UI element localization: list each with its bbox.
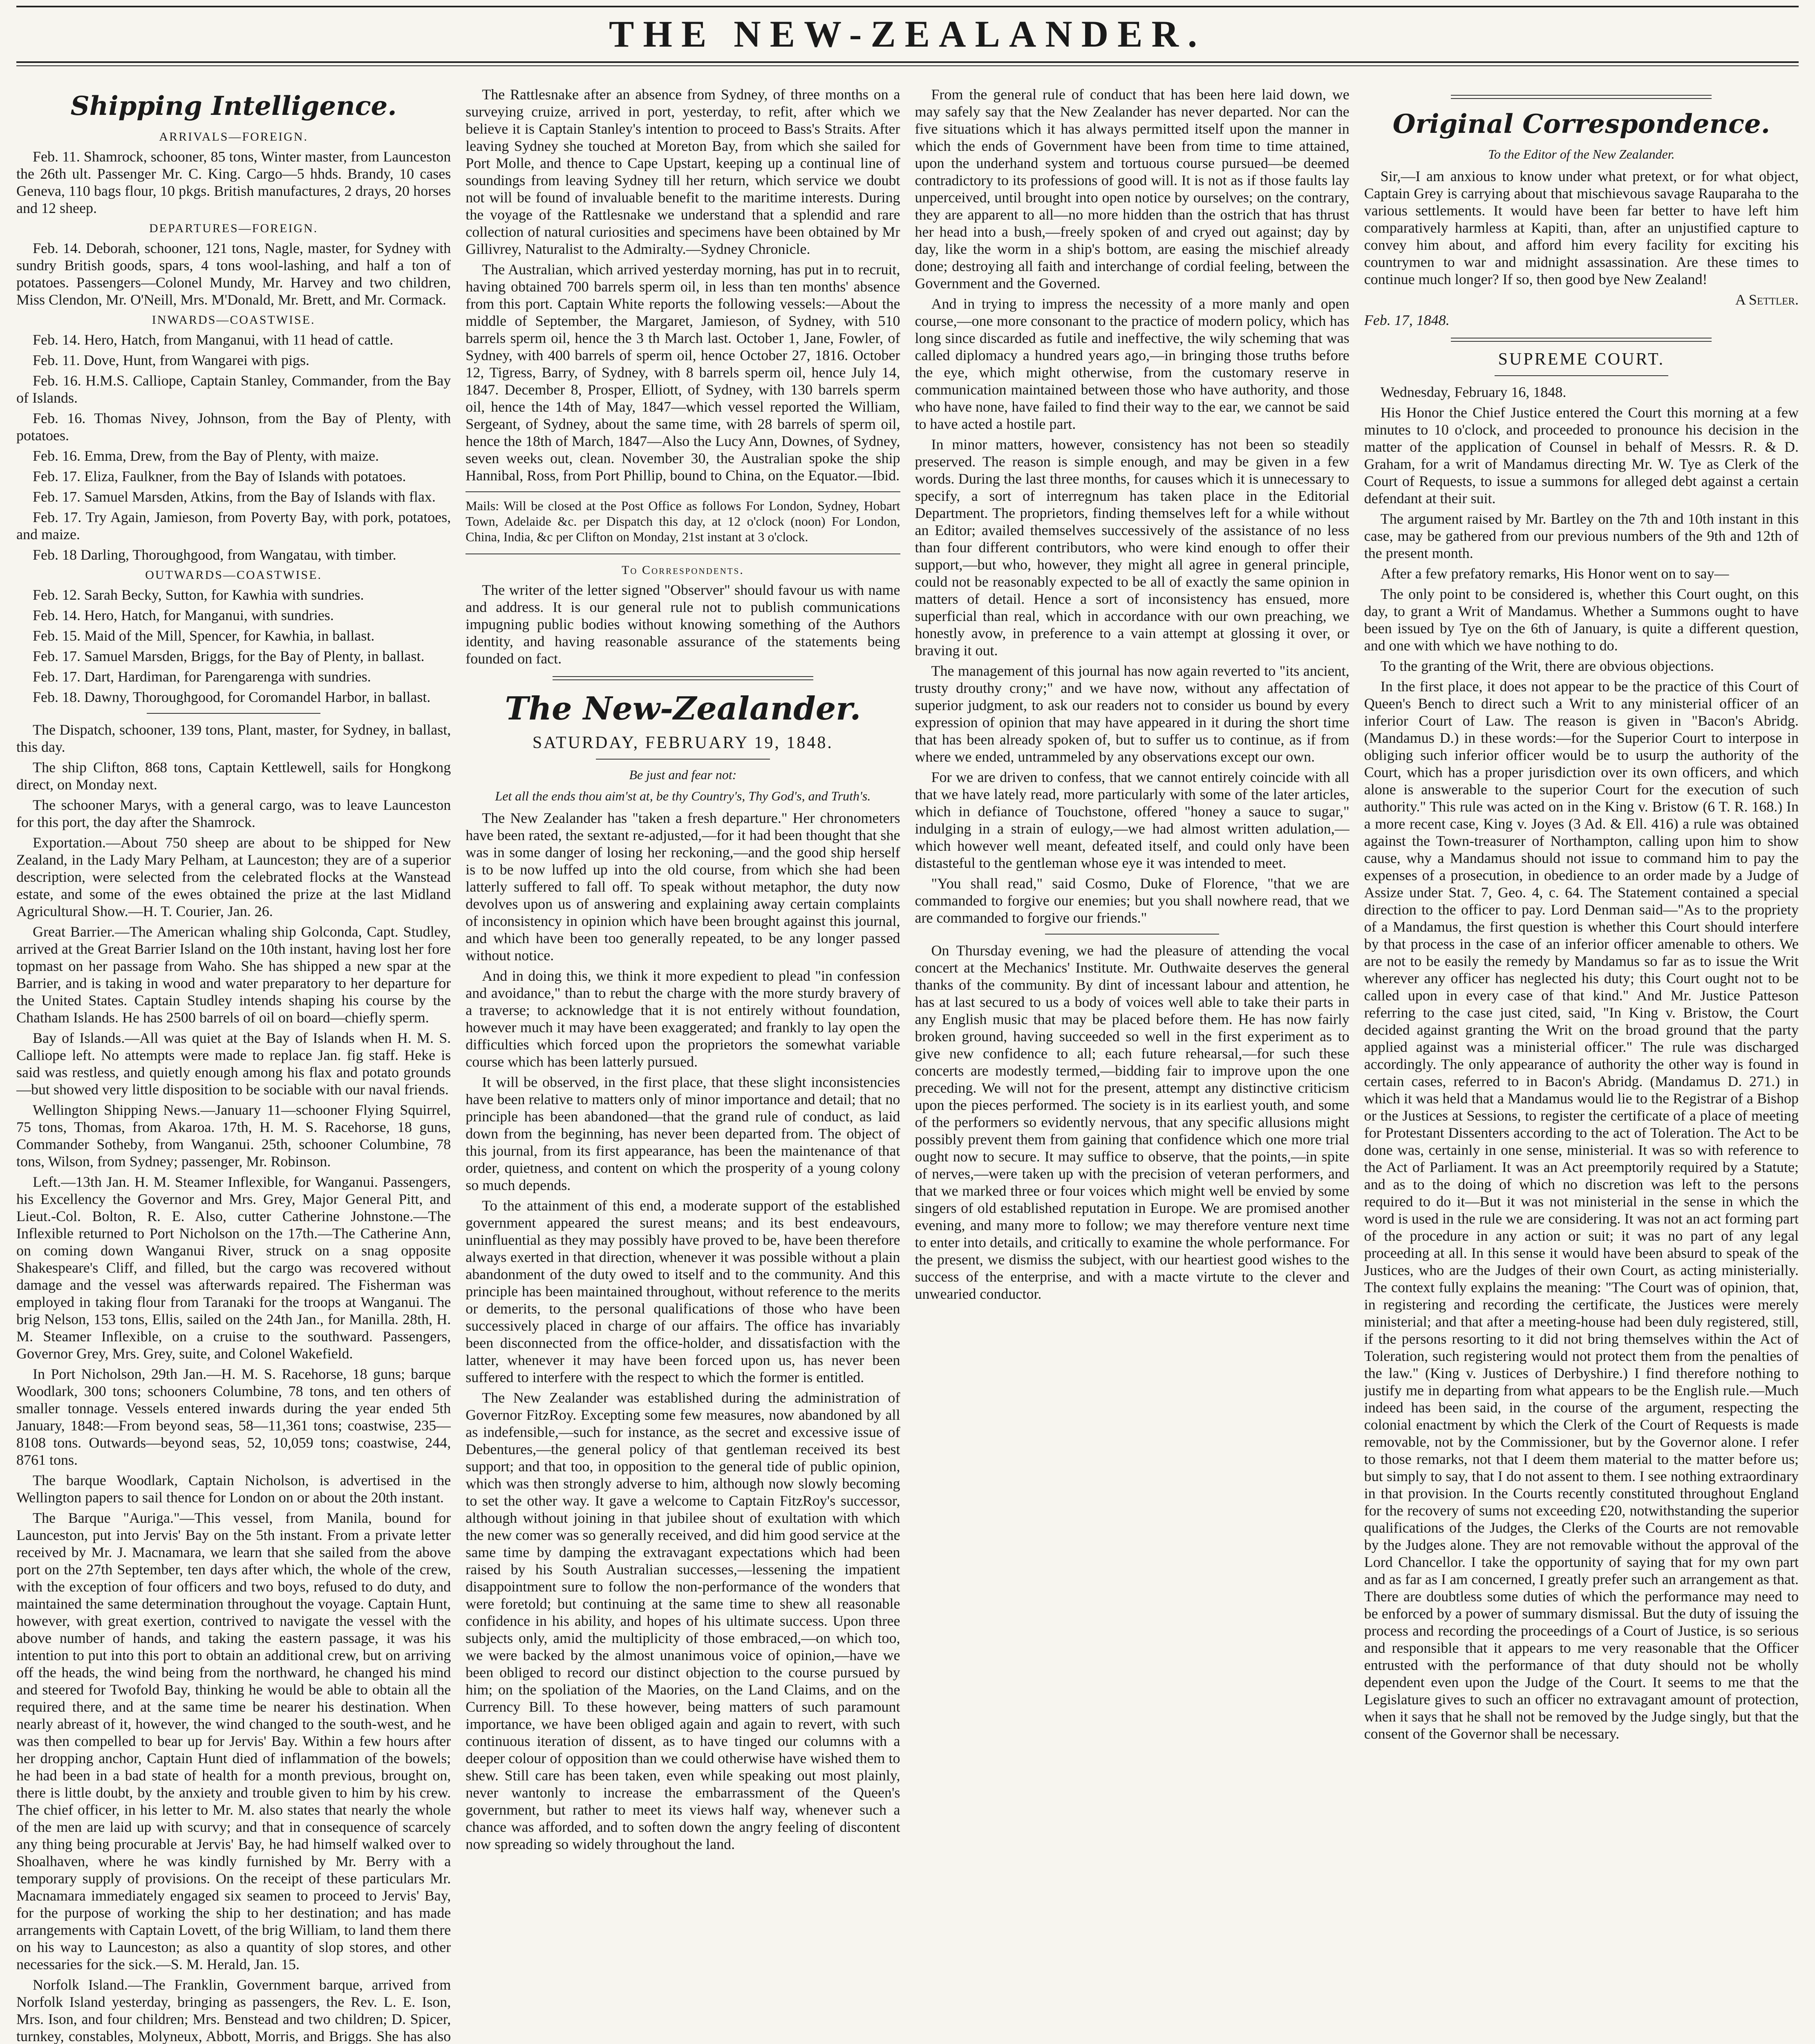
divider <box>147 713 320 714</box>
editorial-paragraph: It will be observed, in the first place, that these slight inconsistencies have been relative to matters only of minor importance and detail; that no principle has been abandoned—that the grand rule of conduct, as laid down from the beginning, has never been departed from. The object of this journal, from its first appearance, has been the maintenance of that order, quietness, and content on which the prosperity of a young colony so much depends. <box>465 1074 900 1193</box>
editorial-paragraph: And in trying to impress the necessity of a more manly and open course,—one more consonant to the practice of modern policy, which has long since discarded as futile and ineffective, the wily scheming that was called diplomacy a hundred years ago,—in bringing those truths before the eye, which might otherwise, from the customary reserve in communication maintained between those who have authority, and those who have none, have failed to find their way to the ear, we cannot be said to have acted a hostile part. <box>915 296 1350 432</box>
correspondence-date: Feb. 17, 1848. <box>1364 312 1450 328</box>
divider <box>1045 934 1219 935</box>
shipping-paragraph: The Rattlesnake after an absence from Sydney, of three months on a surveying cruize, arrived in port, yesterday, to refit, after which we believe it is Captain Stanley's intention to proceed to Bass's Straits. After leaving Sydney she touched at Moreton Bay, from which she sailed for Port Molle, and thence to Cape Upstart, keeping up a continual line of soundings from leaving Sydney till her return, which service we doubt not will be found of invaluable benefit to the maritime interests. During the voyage of the Rattlesnake we understand that a splendid and rare collection of natural curiosities and specimens have been obtained by Mr Gillivrey, Naturalist to the Admiralty.—Sydney Chronicle. <box>465 86 900 257</box>
shipping-paragraph: The barque Woodlark, Captain Nicholson, is advertised in the Wellington papers to sail thence for London on or about the 20th instant. <box>16 1472 451 1506</box>
masthead <box>0 0 1815 78</box>
divider <box>596 759 770 760</box>
correspondence-signature: A Settler. <box>1735 291 1799 308</box>
editorial-paragraph: To the attainment of this end, a moderate support of the established government appeared the surest means; and its best endeavours, uninfluential as they may possibly have proved to be, have been therefore always exerted in that direction, whenever it was possible without a plain abandonment of the duty owed to itself and to the community. And this principle has been maintained throughout, without reference to the merits or demerits, to the personal qualifications of those who have been successively placed in charge of our affairs. The office has invariably been disconnected from the office-holder, and dissatisfaction with the latter, whenever it may have been forced upon us, has never been suffered to interfere with the respect to which the former is entitled. <box>465 1197 900 1385</box>
motto-line-2: Let all the ends thou aim'st at, be thy Country's, Thy God's, and Truth's. <box>495 789 871 803</box>
shipping-entry: Feb. 17. Eliza, Faulkner, from the Bay of Islands with potatoes. <box>33 468 406 484</box>
top-rule <box>16 6 1799 7</box>
page-columns <box>16 86 1799 2044</box>
shipping-heading: Shipping Intelligence. <box>70 91 397 121</box>
divider <box>1495 375 1668 376</box>
editorial-paragraph: From the general rule of conduct that has been here laid down, we may safely say that the New Zealander has never departed. Nor can the five situations which it has always permitted itself upon the manner in which the ends of Government have been from time to time attained, upon the underhand system and tortuous course pursued—be deemed contradictory to its professions of good will. It is not as if those faults lay unperceived, until brought into open notice by ourselves; on the contrary, they are apparent to all—no more hidden than the ostrich that has thrust her head into a bush,—freely spoken of and cryed out against; day by day, like the worm in a ship's bottom, are easing the mischief already done; destroying all faith and interchange of cordial feeling, between the Government and the Governed. <box>915 86 1350 291</box>
shipping-entry: Feb. 16. H.M.S. Calliope, Captain Stanley, Commander, from the Bay of Islands. <box>16 372 451 406</box>
shipping-entry: Feb. 17. Samuel Marsden, Briggs, for the Bay of Plenty, in ballast. <box>33 648 425 664</box>
shipping-paragraph: Left.—13th Jan. H. M. Steamer Inflexible, for Wanganui. Passengers, his Excellency the Governor and Mrs. Grey, Major General Pitt, and Lieut.-Col. Bolton, R. E. Also, cutter Catherine Johnstone.—The Inflexible returned to Port Nicholson on the 17th.—The Catherine Ann, on coming down Wanganui River, struck on a snag opposite Shakespeare's Cliff, and filled, but the cargo was recovered without damage and the vessel was afterwards repaired. The Fisherman was employed in taking flour from Taranaki for the troops at Wanganui. The brig Nelson, 153 tons, Ellis, sailed on the 24th Jan., for Manilla. 28th, H. M. Steamer Inflexible, on a cruise to the southward. Passengers, Governor Grey, Mrs. Grey, suite, and Colonel Wakefield. <box>16 1174 451 1362</box>
shipping-entry: Feb. 17. Try Again, Jamieson, from Poverty Bay, with pork, potatoes, and maize. <box>16 509 451 542</box>
motto-line-1: Be just and fear not: <box>629 767 737 782</box>
shipping-entry: Feb. 18. Dawny, Thoroughgood, for Coromandel Harbor, in ballast. <box>33 689 431 705</box>
court-paragraph: The argument raised by Mr. Bartley on the 7th and 10th instant in this case, may be gathered from our previous numbers of the 9th and 12th of the present month. <box>1364 511 1799 561</box>
divider <box>1451 95 1712 99</box>
shipping-paragraph: In Port Nicholson, 29th Jan.—H. M. S. Racehorse, 18 guns; barque Woodlark, 300 tons; schooners Columbine, 78 tons, and ten others of smaller tonnage. Vessels entered inwards during the year ended 5th January, 1848:—From beyond seas, 58—11,361 tons; coastwise, 235—8108 tons. Outwards—beyond seas, 52, 10,059 tons; coastwise, 244, 8761 tons. <box>16 1366 451 1468</box>
editorial-paragraph: The New Zealander was established during the administration of Governor FitzRoy. Excepting some few measures, now abandoned by all as indefensible,—such for instance, as the secret and excessive issue of Debentures,—the general policy of that gentleman received its best support; and that too, in opposition to the general tide of public opinion, which was then strongly adverse to him, although now slowly becoming to set the other way. It gave a welcome to Captain FitzRoy's successor, although without joining in that jubilee shout of exultation with which the new comer was so generally received, and did him good service at the same time by damping the extravagant expectations which had been raised by his South Australian successes,—lessening the impatient disappointment sure to follow the non-performance of the wonders that were foretold; but continuing at the same time to shew all reasonable confidence in his ability, and hopes of his ultimate success. Upon three subjects only, amid the multiplicity of those embraced,—on which too, we were backed by the almost unanimous voice of opinion,—have we been obliged to record our distinct objection to the course pursued by him; on the spoliation of the Maories, on the Land Claims, and on the Currency Bill. To these however, being matters of such paramount importance, we have been obliged again and again to revert, with such continuous iteration of dissent, as to have tinged our columns with a deeper colour of opposition than we could otherwise have wished them to shew. Still care has been taken, even while speaking out most plainly, never wantonly to increase the embarrassment of the Queen's government, but rather to meet its views half way, whenever such a chance was afforded, and to soften down the angry feeling of discontent now spreading so widely throughout the land. <box>465 1390 900 1852</box>
column-3 <box>915 86 1350 2044</box>
editorial-paragraph: And in doing this, we think it more expedient to plead "in confession and avoidance," than to rebut the charge with the more sturdy bravery of a traverse; to acknowledge that it is not entirely without foundation, however much it may have been exaggerated; and frankly to lay open the difficulties which forced upon the proprietors the somewhat variable course which has been latterly pursued. <box>465 968 900 1070</box>
editorial-paragraph: "You shall read," said Cosmo, Duke of Florence, "that we are commanded to forgive our enemies; but you shall nowhere read, that we are commanded to forgive our friends." <box>915 875 1350 926</box>
editorial-paragraph: The New Zealander has "taken a fresh departure." Her chronometers have been rated, the sextant re-adjusted,—for it had been thought that she was in some danger of losing her reckoning,—and the good ship herself is to be now luffed up into the old course, from which she had been latterly suffered to fall off. To speak without metaphor, the duty now devolves upon us of answering and explaining away certain complaints of inconsistency in opinion which have been brought against this journal, and which have been too generally repeated, to be any longer passed without notice. <box>465 810 900 964</box>
shipping-paragraph: The ship Clifton, 868 tons, Captain Kettlewell, sails for Hongkong direct, on Monday next. <box>16 759 451 793</box>
correspondence-heading: Original Correspondence. <box>1392 109 1770 139</box>
shipping-entry: Feb. 17. Dart, Hardiman, for Parengarenga with sundries. <box>33 668 371 685</box>
editorial-nameplate: The New-Zealander. <box>505 690 861 727</box>
column-2 <box>465 86 900 2044</box>
shipping-entry: Feb. 12. Sarah Becky, Sutton, for Kawhia with sundries. <box>33 587 364 603</box>
shipping-paragraph: The Barque "Auriga."—This vessel, from Manila, bound for Launceston, put into Jervis' Bay on the 5th instant. From a private letter received by Mr. J. Macnamara, we learn that she sailed from the above port on the 27th September, ten days after which, the whole of the crew, with the exception of four officers and two boys, refused to do duty, and maintained the same determination throughout the voyage. Captain Hunt, however, with great exertion, contrived to navigate the vessel with the above number of hands, and taking the eastern passage, it was his intention to put into this port to obtain an additional crew, but on arriving off the heads, the wind being from the northward, he changed his mind and steered for Twofold Bay, thinking he would be able to obtain all the required there, and at the same time be nearer his destination. When nearly abreast of it, however, the wind changed to the south-west, and he was then compelled to bear up for Jervis' Bay. Within a few hours after her dropping anchor, Captain Hunt died of inflammation of the bowels; he had been in a bad state of health for a month previous, brought on, there is little doubt, by the anxiety and trouble given to him by his crew. The chief officer, in his letter to Mr. M. also states that nearly the whole of the men are laid up with scurvy; and that in consequence of scarcely any thing being procurable at Jervis' Bay, he had himself walked over to Shoalhaven, where he was kindly furnished by Mr. Berry with a temporary supply of provisions. On the receipt of these particulars Mr. Macnamara immediately engaged six seamen to proceed to Jervis' Bay, for the purpose of working the ship to her destination; and has made arrangements with Captain Lovett, of the brig William, to land them there on his way to Launceston; as also a quantity of slop stores, and other necessaries for the sick.—S. M. Herald, Jan. 15. <box>16 1510 451 1972</box>
court-paragraph: In the first place, it does not appear to be the practice of this Court of Queen's Bench to direct such a Writ to any ministerial officer of an inferior Court of Law. The reason is given in "Bacon's Abridg. (Mandamus D.) in these words:—for the Superior Court to interpose in obliging such inferior officer would be to usurp the authority of the Court, which has a proper jurisdiction over its own officers, and which alone is answerable to the superior Court for the execution of such authority." This rule was acted on in the King v. Bristow (6 T. R. 168.) In a more recent case, King v. Joyes (3 Ad. & Ell. 416) a rule was obtained against the Town-treasurer of Northampton, calling upon him to show cause, why a Mandamus should not issue to command him to pay the expenses of a prosecution, in obedience to an order made by a Judge of Assize under Stat. 7, Geo. 4, c. 64. The Statement contained a special direction to the officer to pay. Lord Denman said—"As to the propriety of a Mandamus, the first question is whether this Court should interfere by that process in the case of an inferior officer amenable to others. We are not to be easily the remedy by Mandamus so far as to issue the Writ wherever any officer has neglected his duty; this Court ought not to be called upon in every case of that kind." And Mr. Justice Patteson referring to the case just cited, said, "In King v. Bristow, the Court decided against granting the Writ on the broad ground that the party applied against was a ministerial officer." The rule was discharged accordingly. The only appearance of authority the other way is found in certain cases, referred to in Bacon's Abridg. (Mandamus D. 271.) in which it was held that a Mandamus would lie to the Registrar of a Bishop or the Justices at Sessions, to register the certificate of a place of meeting for Protestant Dissenters according to the act of Toleration. The Act to be done was, certainly in one sense, ministerial. It was so with reference to the Act of Parliament. It was an Act preemptorily required by a Statute; and as to the doing of which no discretion was left to the persons required to do it—But it was not ministerial in the sense in which the word is used in the rule we are considering. It was not an act forming part of the procedure in any action or suit; it was no part of any legal proceeding at all. In this sense it would have been absurd to speak of the Justices, who are the Judges of their own Court, as acting ministerially. The context fully explains the meaning: "The Court was of opinion, that, in registering and recording the certificate, the Justices were merely ministerial; and that after a meeting-house had been duly registered, still, if the persons resorting to it did not bring themselves within the Act of Toleration, such registering would not protect them from the penalties of the law." (King v. Justices of Derbyshire.) I find therefore nothing to justify me in departing from what appears to be the English rule.—Much indeed has been said, in the course of the argument, respecting the colonial enactment by which the Clerk of the Court of Requests is made removable, not by the Commissioner, but by the Governor alone. I refer to those remarks, not that I deem them material to the matter before us; but simply to say, that I do not assent to them. I see nothing extraordinary in that provision. In the Courts recently constituted throughout England for the recovery of sums not exceeding £20, notwithstanding the superior qualifications of the Judges, the Clerks of the Courts are not removable by the Judges alone. They are not removable without the approval of the Lord Chancellor. I take the opportunity of saying that for my own part and as far as I am concerned, I greatly prefer such an arrangement as that. There are doubtless some duties of which the performance may need to be enforced by a power of summary dismissal. But the duty of issuing the process and recording the proceedings of a Court of Justice, is so serious and responsible that it appears to me very reasonable that the Officer entrusted with the performance of that duty should not be wholly dependent even upon the Judge of the Court. It seems to me that the Legislature gives to such an officer no extravagant amount of protection, when it says that he shall not be removed by the Judge singly, but that the consent of the Governor shall be necessary. <box>1364 678 1799 1742</box>
shipping-paragraph: Norfolk Island.—The Franklin, Government barque, arrived from Norfolk Island yesterday, bringing as passengers, the Rev. L. E. Ison, Mrs. Ison, and four children; Mrs. Benstead and two children; D. Spicer, turnkey, constables, Molyneux, Abbott, Morris, and Briggs. She has also <box>16 1977 451 2044</box>
departures-foreign-label: DEPARTURES—FOREIGN. <box>149 222 318 235</box>
mails-notice <box>465 491 900 554</box>
divider <box>1451 338 1712 342</box>
editorial-date: SATURDAY, FEBRUARY 19, 1848. <box>532 733 833 752</box>
court-heading: SUPREME COURT. <box>1498 350 1665 369</box>
masthead-rule-thin <box>16 65 1799 66</box>
court-dateline: Wednesday, February 16, 1848. <box>1380 384 1567 400</box>
shipping-entry: Feb. 14. Hero, Hatch, for Manganui, with sundries. <box>33 607 334 623</box>
column-4 <box>1364 86 1799 2044</box>
court-paragraph: His Honor the Chief Justice entered the Court this morning at a few minutes to 10 o'clock, and proceeded to pronounce his decision in the matter of the application of Counsel in behalf of Messrs. R. & D. Graham, for a writ of Mandamus directing Mr. W. Tye as Clerk of the Court of Requests, to issue a summons for alleged debt against a certain defendant at their suit. <box>1364 404 1799 507</box>
shipping-entry: Feb. 17. Samuel Marsden, Atkins, from the Bay of Islands with flax. <box>33 489 436 505</box>
correspondence-letter: Sir,—I am anxious to know under what pretext, or for what object, Captain Grey is carrying about that mischievous savage Rauparaha to the various settlements. It would have been far better to have left him comparatively harmless at Kapiti, than, after an unjustified capture to convey him about, and afford him every facility for exciting his countrymen to war and midnight assassination. Are these times to continue much longer? If so, then good bye New Zealand! <box>1364 168 1799 287</box>
shipping-paragraph: Exportation.—About 750 sheep are about to be shipped for New Zealand, in the Lady Mary Pelham, at Launceston; they are of a superior description, were selected from the celebrated flocks at the Wanstead estate, and some of the ewes obtained the prize at the last Midland Agricultural Show.—H. T. Courier, Jan. 26. <box>16 834 451 919</box>
correspondents-label: To Correspondents. <box>621 563 744 577</box>
shipping-entry: Feb. 11. Shamrock, schooner, 85 tons, Winter master, from Launceston the 26th ult. Passenger Mr. C. King. Cargo—5 hhds. Brandy, 10 cases Geneva, 110 bags flour, 10 pkgs. British manufactures, 2 drays, 20 horses and 12 sheep. <box>16 148 451 216</box>
divider <box>553 676 813 680</box>
shipping-paragraph: The Dispatch, schooner, 139 tons, Plant, master, for Sydney, in ballast, this day. <box>16 722 451 755</box>
correspondents-text: The writer of the letter signed "Observer" should favour us with name and address. It is our general rule not to publish communications impugning public bodies without knowing something of the Authors identity, and having reasonable assurance of the statements being founded on fact. <box>465 582 900 667</box>
shipping-entry: Feb. 14. Deborah, schooner, 121 tons, Nagle, master, for Sydney with sundry British goods, spars, 4 tons wool-lashing, and half a ton of potatoes. Passengers—Colonel Mundy, Mr. Harvey and two children, Miss Clendon, Mr. O'Neill, Mrs. M'Donald, Mr. Brett, and Mr. Cormack. <box>16 240 451 308</box>
column-1 <box>16 86 451 2044</box>
shipping-entry: Feb. 14. Hero, Hatch, from Manganui, with 11 head of cattle. <box>33 332 394 348</box>
mails-notice-text: Mails: Will be closed at the Post Office as follows For London, Sydney, Hobart Town, Adelaide &c. per Dispatch this day, at 12 o'clock (noon) For London, China, India, &c per Clifton on Monday, 21st instant at 3 o'clock. <box>465 498 900 544</box>
editorial-paragraph: In minor matters, however, consistency has not been so steadily preserved. The reason is simple enough, and may be given in a few words. During the last three months, for causes which it is unnecessary to specify, a sort of interregnum has taken place in the Editorial Department. The proprietors, finding themselves left for a while without an Editor; availed themselves successively of the assistance of no less than four different contributors, who were kind enough to offer their support,—but who, however, they might all agree in general principle, could not be reasonably expected to be all of exactly the same opinion in matters of detail. Hence a sort of inconsistency has ensued, more superficial than real, which in accordance with our own preaching, we honestly avow, in preference to a vain attempt at glossing it over, or braving it out. <box>915 436 1350 659</box>
editorial-paragraph: For we are driven to confess, that we cannot entirely coincide with all that we have lately read, more particularly with some of the later articles, which in defiance of Touchstone, offered "honey a sauce to sugar," indulging in a strain of eulogy,—we had almost written adulation,—which however well meant, defeated itself, and could only have been distasteful to the gentleman whose eye it was intended to meet. <box>915 769 1350 871</box>
court-paragraph: To the granting of the Writ, there are obvious objections. <box>1380 658 1714 674</box>
inwards-coastwise-label: INWARDS—COASTWISE. <box>152 313 316 327</box>
shipping-entry: Feb. 16. Thomas Nivey, Johnson, from the Bay of Plenty, with potatoes. <box>16 410 451 444</box>
shipping-entry: Feb. 16. Emma, Drew, from the Bay of Plenty, with maize. <box>33 448 379 464</box>
editorial-paragraph: The management of this journal has now again reverted to "its ancient, trusty drouthy crony;" and we have now, without any affectation of superior judgment, to ask our readers not to consider us bound by every expression of opinion that may have appeared in it during the short time that has been already spoken of, but to suffer us to continue, as if from where we ended, untrammeled by any observations except our own. <box>915 663 1350 765</box>
shipping-entry: Feb. 11. Dove, Hunt, from Wangarei with pigs. <box>33 352 310 368</box>
editorial-paragraph: On Thursday evening, we had the pleasure of attending the vocal concert at the Mechanics' Institute. Mr. Outhwaite deserves the general thanks of the community. By dint of incessant labour and attention, he has at last secured to us a body of voices well able to take their parts in any English music that may be placed before them. He has now fairly broken ground, having succeeded so well in the first experiment as to give new confidence to all; each future rehearsal,—for such these concerts are modestly termed,—bidding fair to improve upon the one preceding. We will not for the present, attempt any distinctive criticism upon the pieces performed. The society is in its earliest youth, and some of the performers so evidently nervous, that any specific allusions might possibly prevent them from gaining that confidence which one more trial ought now to secure. It may suffice to observe, that the points,—in spite of nerves,—were taken up with the precision of veteran performers, and that we marked three or four voices which might well be envied by some singers of old established reputation in Europe. We are promised another evening, and many more to follow; we may therefore venture next time to enter into details, and critically to examine the whole performance. For the present, we dismiss the subject, with our heartiest good wishes to the success of the enterprise, and with a macte virtute to the clever and unwearied conductor. <box>915 942 1350 1302</box>
court-paragraph: The only point to be considered is, whether this Court ought, on this day, to grant a Writ of Mandamus. Whether a Summons ought to have been issued by Tye on the 6th of January, is quite a different question, and one with which we have nothing to do. <box>1364 586 1799 654</box>
shipping-paragraph: The Australian, which arrived yesterday morning, has put in to recruit, having obtained 700 barrels sperm oil, in less than ten months' absence from this port. Captain White reports the following vessels:—About the middle of September, the Margaret, Jamieson, of Sydney, with 510 barrels sperm oil, hence the 3 th March last. October 1, Jane, Fowler, of Sydney, with 400 barrels of sperm oil, hence October 27, 1816. October 12, Tigress, Barry, of Sydney, with 8 barrels sperm oil, hence July 14, 1847. December 8, Prosper, Elliott, of Sydney, with 130 barrels sperm oil, hence the 14th of May, 1847—which vessel reported the William, Sergeant, of Sydney, about the same time, with 28 barrels of sperm oil, hence the 18th of March, 1847—Also the Lucy Ann, Downes, of Sydney, seven weeks out, clean. November 30, the Australian spoke the ship Hannibal, Ross, from Port Phillip, bound to China, on the Equator.—Ibid. <box>465 261 900 484</box>
court-paragraph: After a few prefatory remarks, His Honor went on to say— <box>1380 565 1729 582</box>
shipping-paragraph: The schooner Marys, with a general cargo, was to leave Launceston for this port, the day after the Shamrock. <box>16 797 451 830</box>
to-editor-line: To the Editor of the New Zealander. <box>1488 147 1675 161</box>
shipping-paragraph: Wellington Shipping News.—January 11—schooner Flying Squirrel, 75 tons, Thomas, from Akaroa. 17th, H. M. S. Racehorse, 18 guns, Commander Sotheby, from Wanganui. 25th, schooner Columbine, 78 tons, Wilson, from Sydney; passenger, Mr. Robinson. <box>16 1102 451 1170</box>
masthead-rule <box>16 61 1799 63</box>
shipping-entry: Feb. 15. Maid of the Mill, Spencer, for Kawhia, in ballast. <box>33 628 375 644</box>
outwards-coastwise-label: OUTWARDS—COASTWISE. <box>145 568 322 582</box>
shipping-paragraph: Bay of Islands.—All was quiet at the Bay of Islands when H. M. S. Calliope left. No attempts were made to replace Jan. fig staff. Heke is said was restless, and quietly enough among his flax and potato grounds—but showed very little disposition to be sociable with our naval friends. <box>16 1030 451 1098</box>
shipping-paragraph: Great Barrier.—The American whaling ship Golconda, Capt. Studley, arrived at the Great Barrier Island on the 10th instant, having lost her fore topmast on her passage from Waho. She has shipped a new spar at the Barrier, and is taking in wood and water preparatory to her departure for the United States. Captain Studley intends shaping his course by the Chatham Islands. He has 2500 barrels of oil on board—chiefly sperm. <box>16 923 451 1026</box>
arrivals-foreign-label: ARRIVALS—FOREIGN. <box>159 130 308 143</box>
shipping-entry: Feb. 18 Darling, Thoroughgood, from Wangatau, with timber. <box>33 547 396 563</box>
newspaper-title: THE NEW-ZEALANDER. <box>609 13 1206 55</box>
